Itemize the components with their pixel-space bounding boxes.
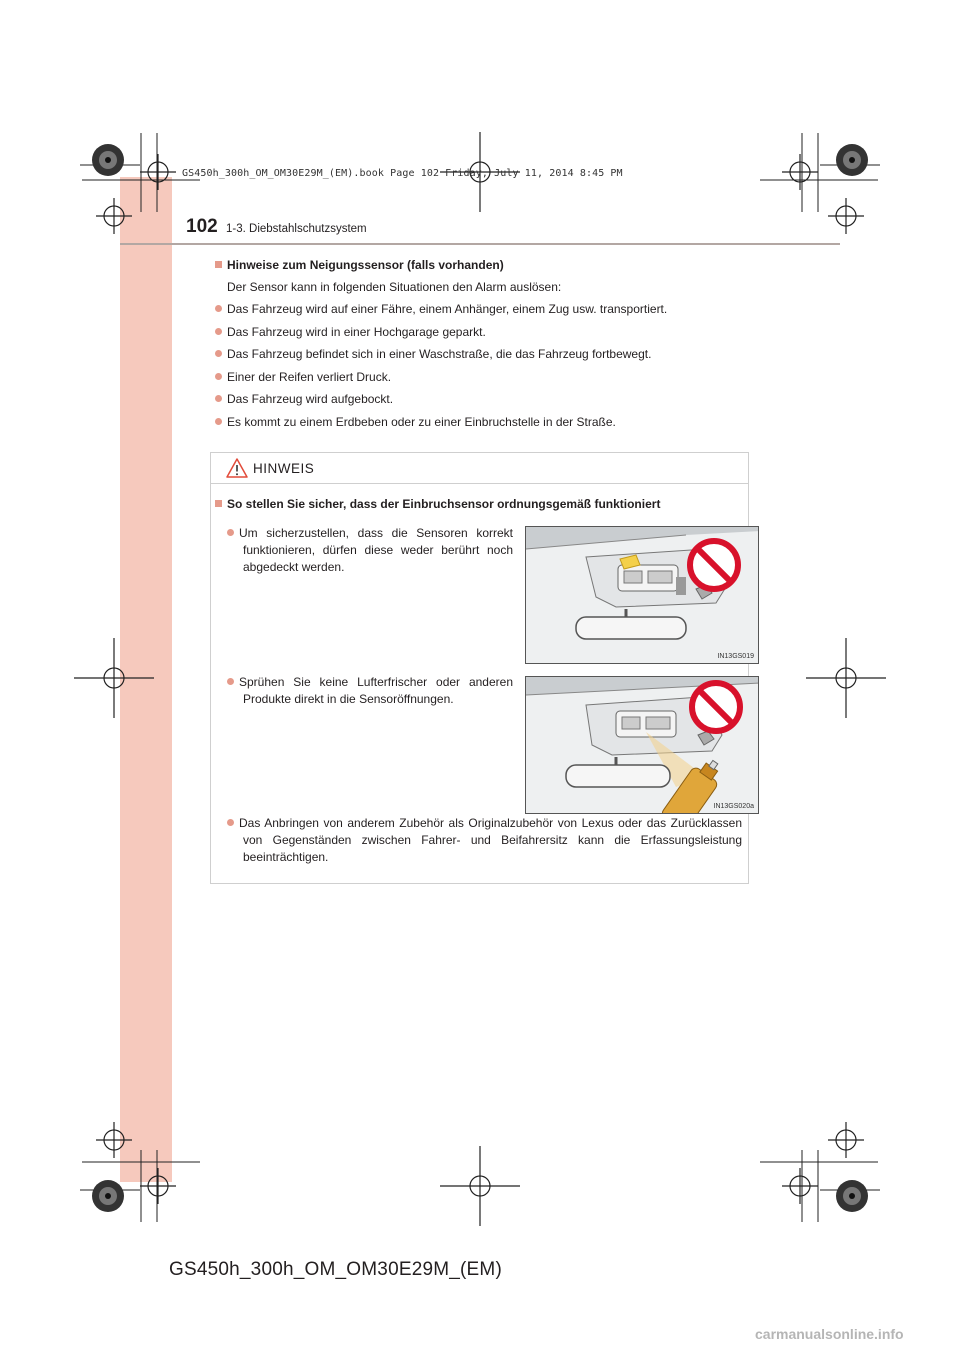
tilt-sensor-intro: Der Sensor kann in folgenden Situationen den Alarm auslösen: — [227, 280, 562, 294]
tilt-sensor-heading: Hinweise zum Neigungssensor (falls vorhanden) — [215, 258, 504, 272]
list-item: Das Fahrzeug befindet sich in einer Waschstraße, die das Fahrzeug fortbewegt. — [215, 347, 651, 361]
bullet-icon — [215, 350, 222, 357]
bullet-icon — [215, 373, 222, 380]
bullet-icon — [215, 418, 222, 425]
page-number: 102 — [186, 216, 218, 237]
footer-model-code: GS450h_300h_OM_OM30E29M_(EM) — [169, 1259, 502, 1280]
list-item: Einer der Reifen verliert Druck. — [215, 370, 391, 384]
bullet-icon — [227, 819, 234, 826]
sensor-touch-illustration — [525, 526, 759, 664]
bullet-icon — [227, 529, 234, 536]
bullet-icon — [215, 328, 222, 335]
notice-list-item: Um sicherzustellen, dass die Sensoren korrekt funktionieren, dürfen diese weder berührt noch abgedeckt werden. — [227, 525, 513, 576]
list-item: Das Fahrzeug wird auf einer Fähre, einem Anhänger, einem Zug usw. transportiert. — [215, 302, 667, 316]
bullet-icon — [227, 678, 234, 685]
warning-triangle-icon — [226, 458, 248, 478]
bullet-icon — [215, 305, 222, 312]
overhead-console-drawing — [526, 527, 759, 664]
square-bullet-icon — [215, 500, 222, 507]
notice-heading: So stellen Sie sicher, dass der Einbruchsensor ordnungsgemäß funktioniert — [215, 497, 660, 511]
list-item: Das Fahrzeug wird aufgebockt. — [215, 392, 393, 406]
list-item: Es kommt zu einem Erdbeben oder zu einer Einbruchstelle in der Straße. — [215, 415, 616, 429]
bullet-icon — [215, 395, 222, 402]
notice-divider — [211, 483, 748, 484]
watermark-link[interactable]: carmanualsonline.info — [755, 1326, 904, 1342]
book-info-line: GS450h_300h_OM_OM30E29M_(EM).book Page 102 Friday, July 11, 2014 8:45 PM — [182, 168, 623, 179]
notice-title: HINWEIS — [253, 461, 315, 476]
spray-warning-illustration — [525, 676, 759, 814]
figure-label: IN13GS020a — [713, 803, 754, 810]
section-title: 1-3. Diebstahlschutzsystem — [226, 223, 367, 235]
square-bullet-icon — [215, 261, 222, 268]
list-item: Das Fahrzeug wird in einer Hochgarage geparkt. — [215, 325, 486, 339]
figure-label: IN13GS019 — [717, 653, 754, 660]
spray-can-drawing — [526, 677, 759, 814]
notice-list-item: Sprühen Sie keine Lufterfrischer oder anderen Produkte direkt in die Sensoröffnungen. — [227, 674, 513, 708]
notice-list-item: Das Anbringen von anderem Zubehör als Originalzubehör von Lexus oder das Zurücklassen von Gegenständen zwischen Fahrer- und Beifahrersitz kann die Erfassungsleistung beeinträchtigen. — [227, 815, 742, 866]
header-divider — [120, 243, 840, 245]
